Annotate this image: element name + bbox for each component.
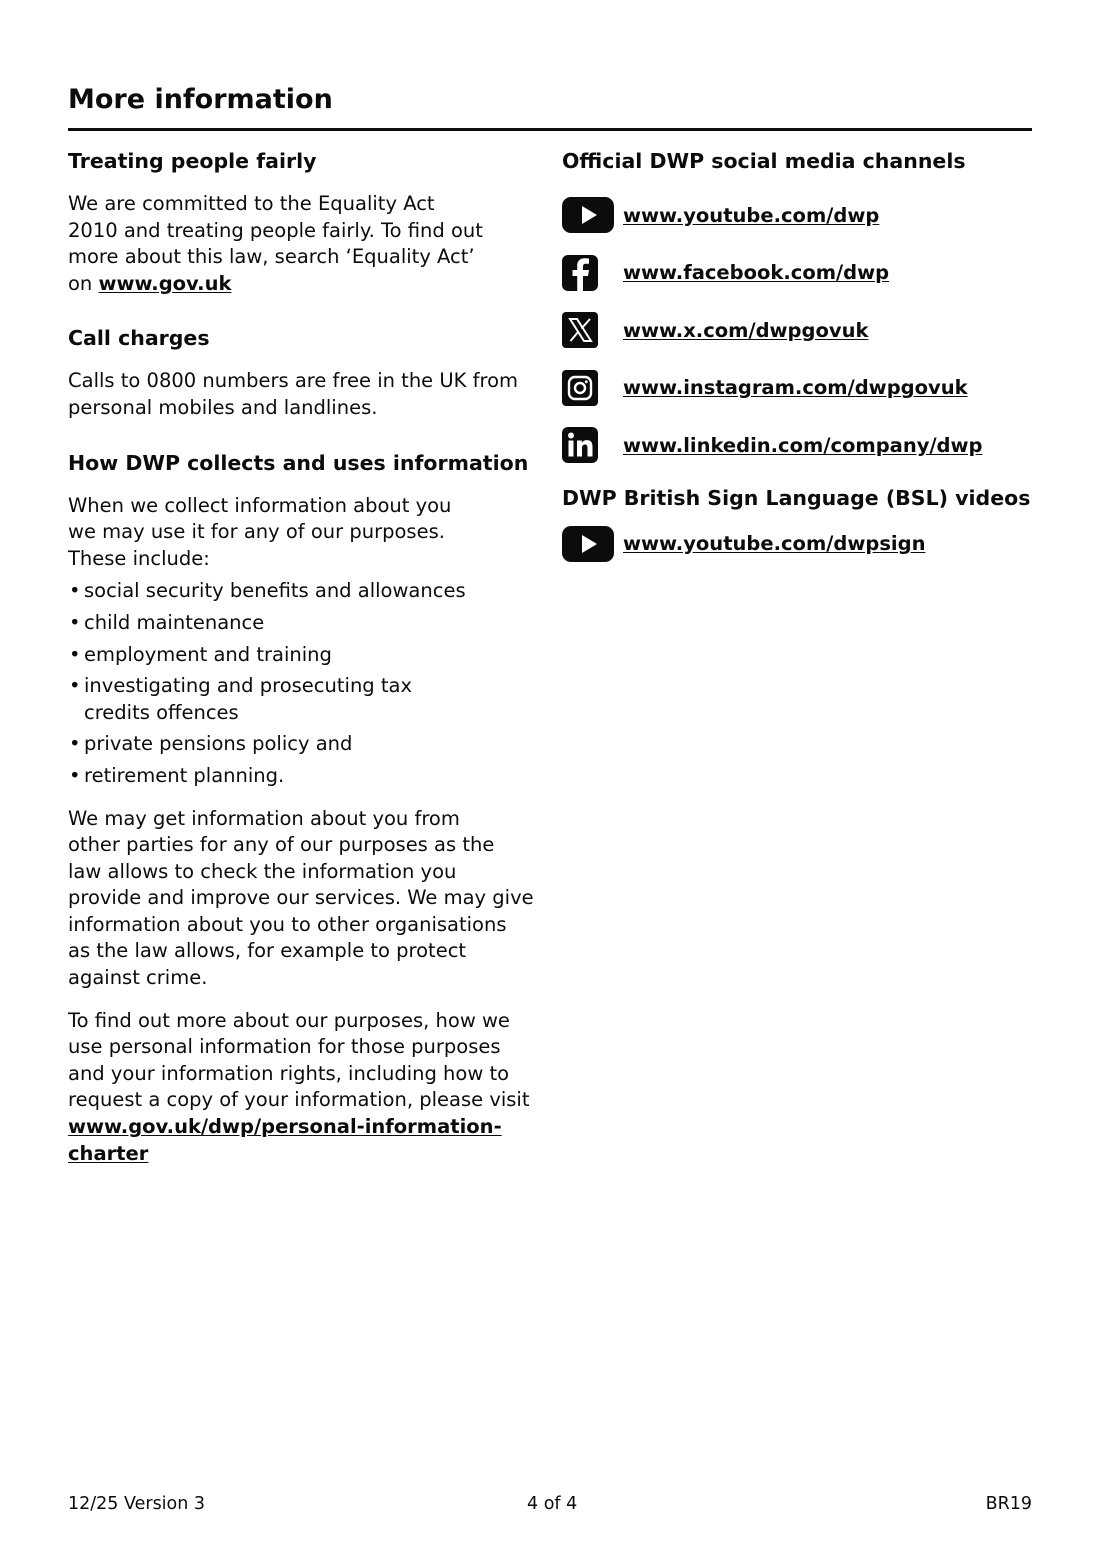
page-title: More information bbox=[68, 84, 333, 115]
left-column bbox=[68, 146, 546, 1167]
x-link[interactable]: www.x.com/dwpgovuk bbox=[623, 318, 869, 342]
personal-information-charter-text: To find out more about our purposes, how we use personal information for those purposes and your information rights, including how to request a copy of your information, please visit www.gov.uk/dwp/personal-information-charter bbox=[68, 1008, 530, 1165]
social-row-instagram bbox=[562, 368, 1042, 408]
instagram-link[interactable]: www.instagram.com/dwpgovuk bbox=[623, 376, 968, 399]
youtube-icon bbox=[562, 525, 614, 563]
section-heading: Treating people fairly bbox=[68, 149, 317, 173]
social-row-x bbox=[562, 310, 1042, 350]
title-divider bbox=[68, 128, 1032, 131]
footer-form-code: BR19 bbox=[985, 1494, 1032, 1514]
facebook-icon bbox=[562, 254, 614, 292]
x-icon bbox=[562, 311, 614, 349]
call-charges-text: Calls to 0800 numbers are free in the UK from personal mobiles and landlines. bbox=[68, 369, 519, 419]
list-item: • retirement planning. bbox=[69, 763, 285, 787]
list-item: • employment and training bbox=[69, 642, 332, 666]
personal-information-charter-link[interactable]: www.gov.uk/dwp/personal-information-charter bbox=[68, 1115, 502, 1165]
collect-intro-text: When we collect information about you we may use it for any of our purposes. These include: bbox=[68, 493, 452, 570]
list-item: • private pensions policy and bbox=[69, 732, 353, 756]
section-heading: How DWP collects and uses information bbox=[68, 450, 529, 475]
footer-version: 12/25 Version 3 bbox=[68, 1494, 206, 1514]
social-row-facebook bbox=[562, 253, 1042, 293]
facebook-link[interactable]: www.facebook.com/dwp bbox=[623, 261, 890, 284]
gov-uk-link[interactable]: www.gov.uk bbox=[98, 271, 232, 295]
data-sharing-text: We may get information about you from other parties for any of our purposes as the law allows to check the information you provide and improve our services. We may give information about you to other organisations as the law allows, for example to protect against crime. bbox=[68, 806, 534, 990]
section-how-dwp-collects-information bbox=[68, 448, 546, 1168]
purposes-list bbox=[68, 578, 546, 789]
social-row-linkedin bbox=[562, 425, 1042, 465]
linkedin-link[interactable]: www.linkedin.com/company/dwp bbox=[623, 433, 983, 457]
fairly-text: We are committed to the Equality Act 2010 and treating people fairly. To find out more about this law, search ‘Equality Act’ on www.gov.uk bbox=[68, 192, 483, 295]
section-treating-people-fairly bbox=[68, 146, 546, 297]
list-item: • child maintenance bbox=[69, 610, 265, 634]
social-media-heading: Official DWP social media channels bbox=[562, 149, 966, 173]
section-call-charges bbox=[68, 323, 546, 421]
list-item: • social security benefits and allowances bbox=[69, 579, 466, 603]
section-heading: Call charges bbox=[68, 326, 210, 351]
right-column bbox=[562, 146, 1042, 581]
instagram-icon bbox=[562, 369, 614, 407]
linkedin-icon bbox=[562, 426, 614, 464]
youtube-dwpsign-link[interactable]: www.youtube.com/dwpsign bbox=[623, 532, 926, 555]
social-row-youtube bbox=[562, 195, 1042, 235]
youtube-icon bbox=[562, 196, 614, 234]
youtube-link[interactable]: www.youtube.com/dwp bbox=[623, 203, 880, 227]
footer-page-number: 4 of 4 bbox=[527, 1494, 578, 1514]
social-row-bsl-youtube bbox=[562, 524, 1042, 564]
list-item: • investigating and prosecuting tax credits offences bbox=[69, 674, 413, 724]
bsl-videos-heading: DWP British Sign Language (BSL) videos bbox=[562, 485, 1031, 510]
